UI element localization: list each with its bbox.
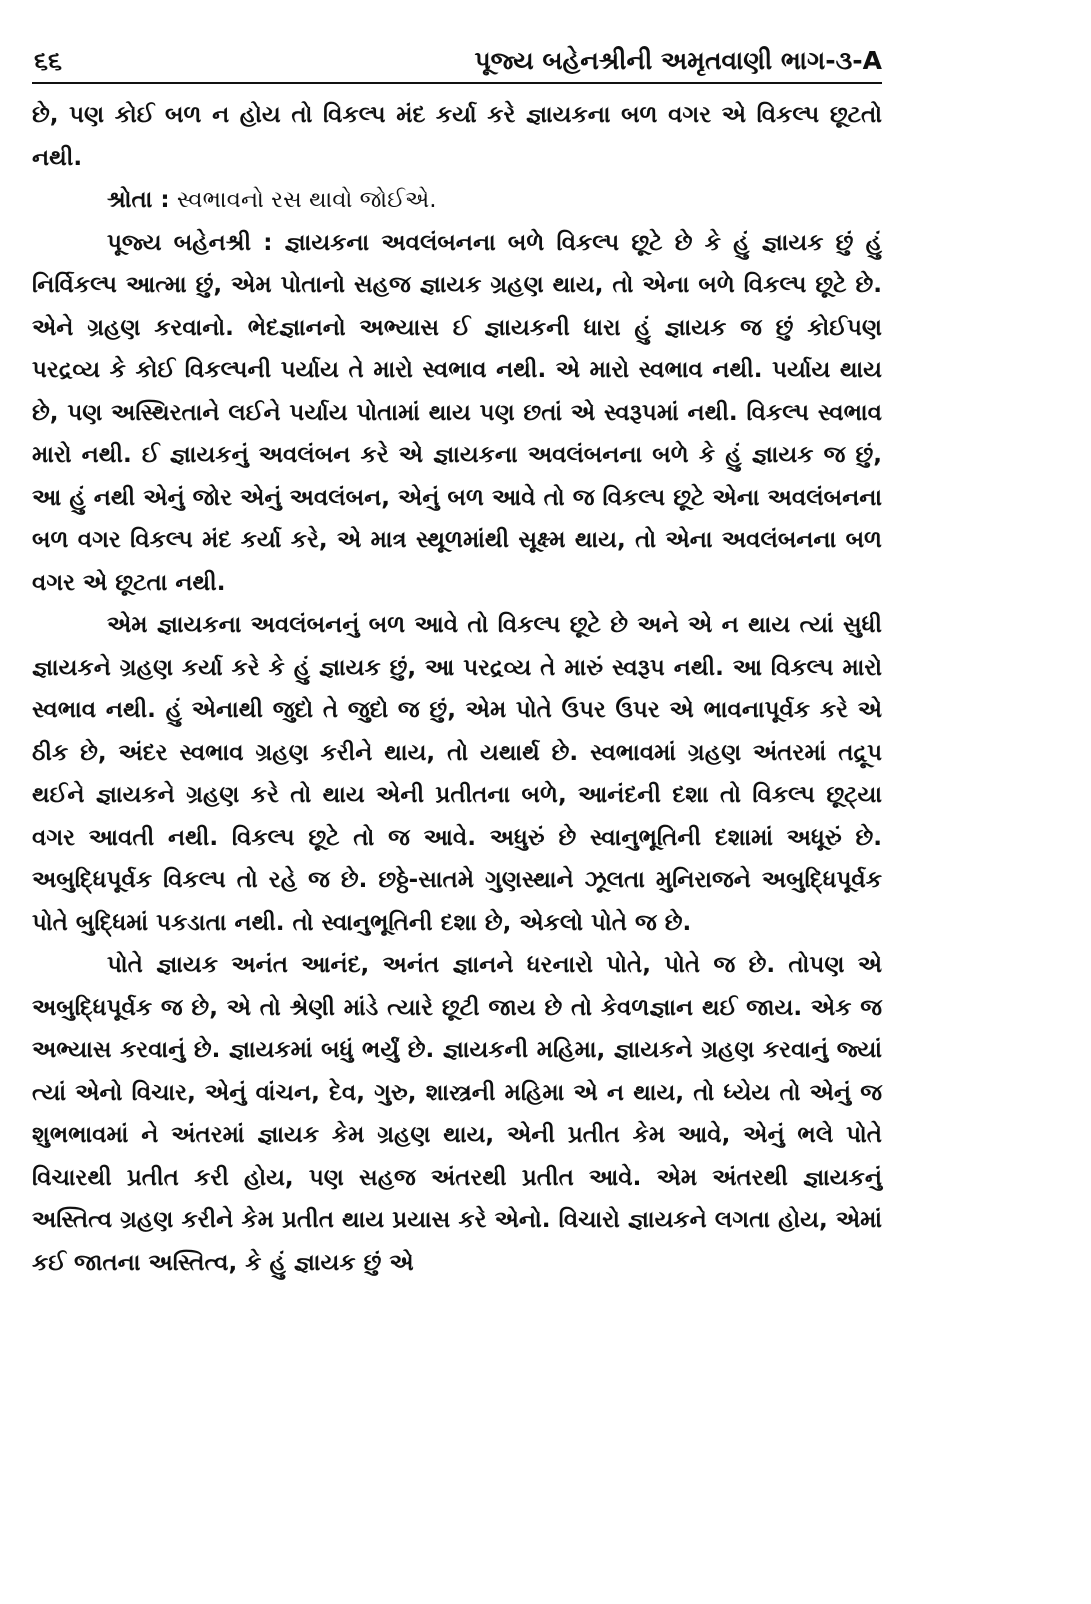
paragraph-text: એમ જ્ઞાયકના અવલંબનનું બળ આવે તો વિકલ્પ છૂટે છે અને એ ન થાય ત્યાં સુધી જ્ઞાયકને ગ્રહણ કર્યા કરે કે હું જ્ઞાયક છું, આ પરદ્રવ્ય તે મારું સ્વરૂપ નથી. આ વિકલ્પ મારો સ્વભાવ નથી. હું એનાથી જુદો તે જુદો જ છું, એમ પોતે ઉપર ઉપર એ ભાવનાપૂર્વક કરે એ ઠીક છે, અંદર સ્વભાવ ગ્રહણ કરીને થાય, તો યથાર્થ છે. સ્વભાવમાં ગ્રહણ અંતરમાં તદ્રૂપ થઈને જ્ઞાયકને ગ્રહણ કરે તો થાય એની પ્રતીતના બળે, આનંદની દશા તો વિકલ્પ છૂટ્યા વગર આવતી નથી. વિકલ્પ છૂટે તો જ આવે. અધુરું છે સ્વાનુભૂતિની દશામાં અધૂરું છે. અબુદ્ધિપૂર્વક વિકલ્પ તો રહે જ છે. છઠ્ઠે-સાતમે ગુણસ્થાને ઝૂલતા મુનિરાજને અબુદ્ધિપૂર્વક પોતે બુદ્ધિમાં પકડાતા નથી. તો સ્વાનુભૂતિની દશા છે, એકલો પોતે જ છે. [32,612,882,936]
paragraph-text: સ્વભાવનો રસ થાવો જોઈએ. [169,187,437,213]
speaker-label: શ્રોતા : [107,187,170,213]
paragraph-continuation [32,94,882,179]
paragraph [32,944,882,1284]
paragraph-text: છે, પણ કોઈ બળ ન હોય તો વિકલ્પ મંદ કર્યા કરે જ્ઞાયકના બળ વગર એ વિકલ્પ છૂટતો નથી. [32,102,882,171]
speaker-label: પૂજ્ય બહેનશ્રી : [107,229,273,256]
paragraph [32,604,882,944]
paragraph-listener [32,179,882,222]
paragraph-text: પોતે જ્ઞાયક અનંત આનંદ, અનંત જ્ઞાનને ધરનારો પોતે, પોતે જ છે. તોપણ એ અબુદ્ધિપૂર્વક જ છે, એ તો શ્રેણી માંડે ત્યારે છૂટી જાય છે તો કેવળજ્ઞાન થઈ જાય. એક જ અભ્યાસ કરવાનું છે. જ્ઞાયકમાં બધું ભર્યું છે. જ્ઞાયકની મહિમા, જ્ઞાયકને ગ્રહણ કરવાનું જ્યાં ત્યાં એનો વિચાર, એનું વાંચન, દેવ, ગુરુ, શાસ્ત્રની મહિમા એ ન થાય, તો ધ્યેય તો એનું જ શુભભાવમાં ને અંતરમાં જ્ઞાયક કેમ ગ્રહણ થાય, એની પ્રતીત કેમ આવે, એનું ભલે પોતે વિચારથી પ્રતીત કરી હોય, પણ સહજ અંતરથી પ્રતીત આવે. એમ અંતરથી જ્ઞાયકનું અસ્તિત્વ ગ્રહણ કરીને કેમ પ્રતીત થાય પ્રયાસ કરે એનો. વિચારો જ્ઞાયકને લગતા હોય, એમાં કઈ જાતના અસ્તિત્વ, કે હું જ્ઞાયક છું એ [32,952,882,1276]
body-text [32,94,882,1284]
running-title: પૂજ્ય બહેનશ્રીની અમૃતવાણી ભાગ-૩-A [474,46,882,75]
document-page [32,40,882,1284]
page-header [32,40,882,84]
page-number: ૬૬ [34,46,63,75]
paragraph-text: જ્ઞાયકના અવલંબનના બળે વિકલ્પ છૂટે છે કે હું જ્ઞાયક છું હું નિર્વિકલ્પ આત્મા છું, એમ પોતાનો સહજ જ્ઞાયક ગ્રહણ થાય, તો એના બળે વિકલ્પ છૂટે છે. એને ગ્રહણ કરવાનો. ભેદજ્ઞાનનો અભ્યાસ ઈ જ્ઞાયકની ધારા હું જ્ઞાયક જ છું કોઈપણ પરદ્રવ્ય કે કોઈ વિકલ્પની પર્યાય તે મારો સ્વભાવ નથી. એ મારો સ્વભાવ નથી. પર્યાય થાય છે, પણ અસ્થિરતાને લઈને પર્યાય પોતામાં થાય પણ છતાં એ સ્વરૂપમાં નથી. વિકલ્પ સ્વભાવ મારો નથી. ઈ જ્ઞાયકનું અવલંબન કરે એ જ્ઞાયકના અવલંબનના બળે કે હું જ્ઞાયક જ છું, આ હું નથી એનું જોર એનું અવલંબન, એનું બળ આવે તો જ વિકલ્પ છૂટે એના અવલંબનના બળ વગર વિકલ્પ મંદ કર્યા કરે, એ માત્ર સ્થૂળમાંથી સૂક્ષ્મ થાય, તો એના અવલંબનના બળ વગર એ છૂટતા નથી. [32,229,882,596]
paragraph-behenshri [32,222,882,605]
